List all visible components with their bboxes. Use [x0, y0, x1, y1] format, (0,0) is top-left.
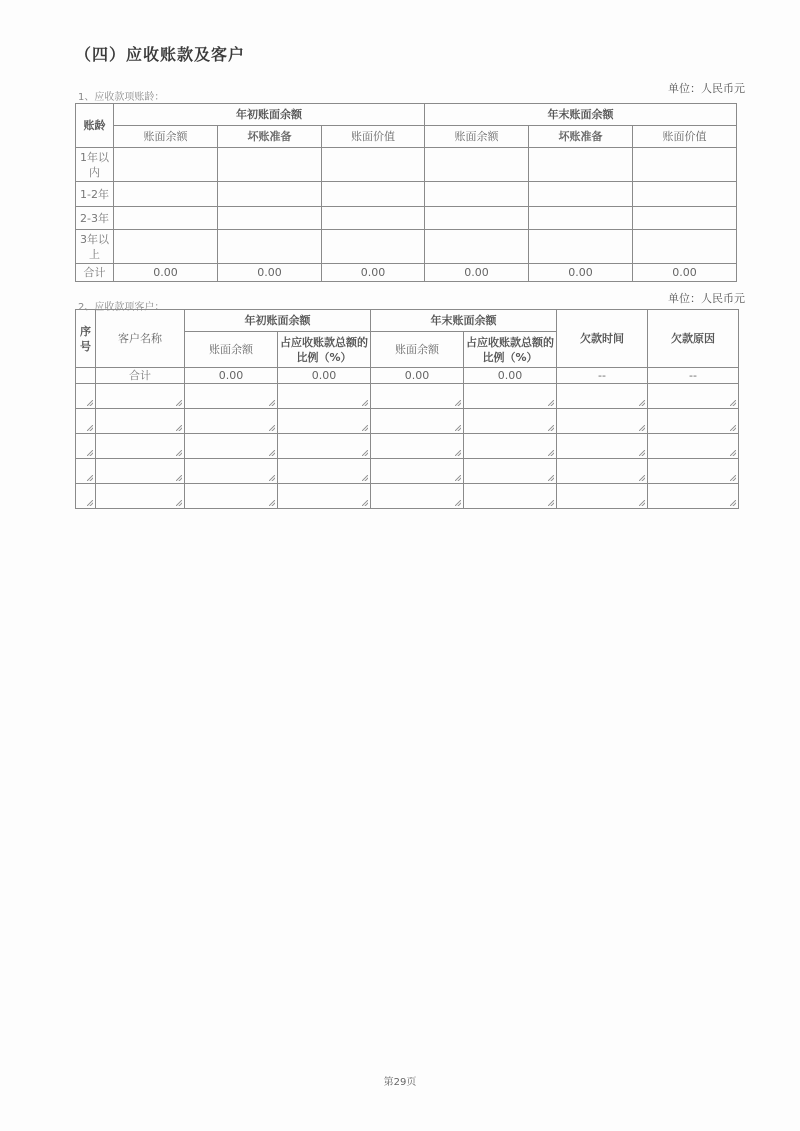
- start-balance-input[interactable]: [185, 434, 278, 459]
- end-balance-group-header: 年末账面余额: [425, 104, 737, 126]
- page-number: 第29页: [383, 1077, 417, 1088]
- row-label: 2-3年: [76, 207, 114, 230]
- seq-cell: [76, 434, 96, 459]
- subheader-end-bad-debt: 坏账准备: [529, 126, 633, 148]
- cell[interactable]: [218, 207, 322, 230]
- cell[interactable]: [218, 182, 322, 207]
- subheader-start-bad-debt: 坏账准备: [218, 126, 322, 148]
- total-value: 0.00: [218, 264, 322, 282]
- customer-name-input[interactable]: [96, 484, 185, 509]
- total-start-ratio: 0.00: [278, 368, 371, 384]
- cell[interactable]: [633, 207, 737, 230]
- start-ratio-input[interactable]: [278, 459, 371, 484]
- start-balance-input[interactable]: [185, 384, 278, 409]
- cell[interactable]: [218, 230, 322, 264]
- arrears-time-input[interactable]: [557, 459, 648, 484]
- seq-header: 序号: [76, 310, 96, 368]
- total-label: 合计: [96, 368, 185, 384]
- arrears-time-input[interactable]: [557, 384, 648, 409]
- end-balance-input[interactable]: [371, 384, 464, 409]
- table-row: [76, 148, 737, 182]
- cell[interactable]: [633, 148, 737, 182]
- start-ratio-input[interactable]: [278, 434, 371, 459]
- table-row: [76, 459, 739, 484]
- customer-name-input[interactable]: [96, 459, 185, 484]
- cell[interactable]: [322, 230, 425, 264]
- cell[interactable]: [114, 182, 218, 207]
- subheader-start-book-balance: 账面余额: [114, 126, 218, 148]
- row-label: 1-2年: [76, 182, 114, 207]
- arrears-time-input[interactable]: [557, 434, 648, 459]
- subheader-start-book-balance: 账面余额: [185, 332, 278, 368]
- cell[interactable]: [529, 230, 633, 264]
- table-row: [76, 182, 737, 207]
- cell[interactable]: [633, 230, 737, 264]
- customer-name-input[interactable]: [96, 434, 185, 459]
- arrears-reason-input[interactable]: [648, 459, 739, 484]
- start-ratio-input[interactable]: [278, 409, 371, 434]
- seq-cell: [76, 384, 96, 409]
- end-balance-input[interactable]: [371, 459, 464, 484]
- section-title: （四）应收账款及客户: [75, 45, 246, 64]
- start-balance-group-header: 年初账面余额: [185, 310, 371, 332]
- start-balance-input[interactable]: [185, 459, 278, 484]
- aging-header: 账龄: [76, 104, 114, 148]
- cell[interactable]: [425, 182, 529, 207]
- row-label: 3年以上: [76, 230, 114, 264]
- arrears-reason-input[interactable]: [648, 434, 739, 459]
- aging-table-unit: 单位：人民币元: [668, 82, 745, 95]
- arrears-reason-input[interactable]: [648, 409, 739, 434]
- customer-table: [75, 309, 739, 509]
- seq-cell: [76, 368, 96, 384]
- cell[interactable]: [529, 207, 633, 230]
- customer-table-unit: 单位：人民币元: [668, 292, 745, 305]
- cell[interactable]: [529, 148, 633, 182]
- start-ratio-input[interactable]: [278, 484, 371, 509]
- subheader-end-book-value: 账面价值: [633, 126, 737, 148]
- start-balance-group-header: 年初账面余额: [114, 104, 425, 126]
- seq-cell: [76, 409, 96, 434]
- total-value: 0.00: [529, 264, 633, 282]
- seq-cell: [76, 459, 96, 484]
- table-row: [76, 484, 739, 509]
- table-row: [76, 434, 739, 459]
- end-ratio-input[interactable]: [464, 459, 557, 484]
- arrears-time-header: 欠款时间: [557, 310, 648, 368]
- seq-cell: [76, 484, 96, 509]
- cell[interactable]: [114, 148, 218, 182]
- end-ratio-input[interactable]: [464, 409, 557, 434]
- end-ratio-input[interactable]: [464, 384, 557, 409]
- cell[interactable]: [322, 207, 425, 230]
- arrears-reason-input[interactable]: [648, 484, 739, 509]
- aging-table: [75, 103, 737, 282]
- total-row: [76, 368, 739, 384]
- cell[interactable]: [114, 230, 218, 264]
- total-row: [76, 264, 737, 282]
- cell[interactable]: [633, 182, 737, 207]
- end-ratio-input[interactable]: [464, 434, 557, 459]
- total-end-ratio: 0.00: [464, 368, 557, 384]
- table-row: [76, 207, 737, 230]
- end-balance-input[interactable]: [371, 484, 464, 509]
- total-arrears-reason: --: [648, 368, 739, 384]
- subheader-start-ratio: 占应收账款总额的比例（%）: [278, 332, 371, 368]
- customer-name-input[interactable]: [96, 384, 185, 409]
- end-balance-group-header: 年末账面余额: [371, 310, 557, 332]
- total-value: 0.00: [322, 264, 425, 282]
- total-arrears-time: --: [557, 368, 648, 384]
- arrears-time-input[interactable]: [557, 409, 648, 434]
- customer-name-input[interactable]: [96, 409, 185, 434]
- total-start-balance: 0.00: [185, 368, 278, 384]
- total-value: 0.00: [633, 264, 737, 282]
- arrears-reason-header: 欠款原因: [648, 310, 739, 368]
- total-end-balance: 0.00: [371, 368, 464, 384]
- cell[interactable]: [425, 230, 529, 264]
- table-row: [76, 409, 739, 434]
- cell[interactable]: [322, 148, 425, 182]
- total-value: 0.00: [114, 264, 218, 282]
- start-balance-input[interactable]: [185, 484, 278, 509]
- subheader-start-book-value: 账面价值: [322, 126, 425, 148]
- arrears-time-input[interactable]: [557, 484, 648, 509]
- subheader-end-ratio: 占应收账款总额的比例（%）: [464, 332, 557, 368]
- customer-name-header: 客户名称: [96, 310, 185, 368]
- cell[interactable]: [218, 148, 322, 182]
- table-row: [76, 384, 739, 409]
- row-label: 1年以内: [76, 148, 114, 182]
- cell[interactable]: [425, 207, 529, 230]
- start-balance-input[interactable]: [185, 409, 278, 434]
- end-ratio-input[interactable]: [464, 484, 557, 509]
- table-row: [76, 230, 737, 264]
- total-value: 0.00: [425, 264, 529, 282]
- arrears-reason-input[interactable]: [648, 384, 739, 409]
- subheader-end-book-balance: 账面余额: [425, 126, 529, 148]
- cell[interactable]: [322, 182, 425, 207]
- customer-table-label: 2、应收款项客户：: [78, 302, 165, 313]
- end-balance-input[interactable]: [371, 409, 464, 434]
- subheader-end-book-balance: 账面余额: [371, 332, 464, 368]
- aging-table-label: 1、应收款项账龄：: [78, 92, 165, 103]
- cell[interactable]: [425, 148, 529, 182]
- cell[interactable]: [114, 207, 218, 230]
- cell[interactable]: [529, 182, 633, 207]
- end-balance-input[interactable]: [371, 434, 464, 459]
- total-label: 合计: [76, 264, 114, 282]
- start-ratio-input[interactable]: [278, 384, 371, 409]
